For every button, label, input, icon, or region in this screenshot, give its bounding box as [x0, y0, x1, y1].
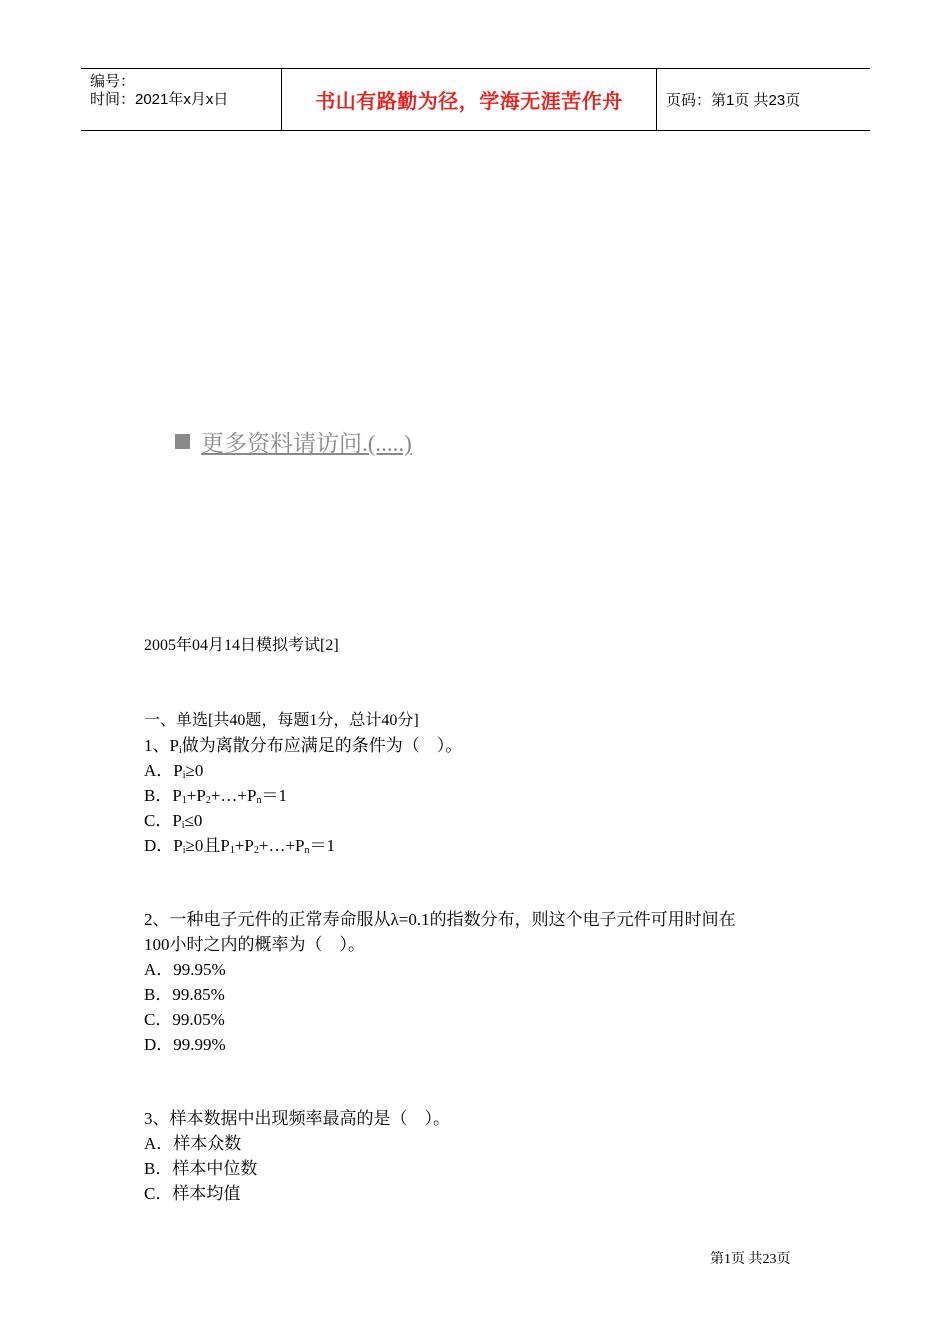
question-1-stem: 1、$P_i$做为离散分布应满足的条件为（ ）。: [144, 736, 463, 756]
number-label: 编号：: [90, 73, 136, 90]
question-2-stem-line-1: 2、一种电子元件的正常寿命服从λ=0.1的指数分布，则这个电子元件可用时间在: [144, 910, 736, 929]
section-heading: 一、单选[共40题，每题1分，总计40分]: [144, 712, 419, 729]
question-2-option-c: C．99.05%: [144, 1010, 225, 1029]
header-motto: 书山有路勤为径，学海无涯苦作舟: [315, 89, 623, 113]
page-header: [81, 68, 870, 131]
question-1-option-b: B．$P_1+P_2+\dots+P_n=1$: [144, 786, 287, 806]
question-2-option-a: A．99.95%: [144, 960, 226, 979]
header-left-cell: [81, 69, 281, 130]
header-page-info: 页码：第1页 共23页: [666, 92, 801, 109]
question-3-option-c: C．样本均值: [144, 1184, 241, 1203]
question-3-stem: 3、样本数据中出现频率最高的是（ ）。: [144, 1109, 450, 1128]
more-resources-link[interactable]: 更多资料请访问.(.....): [201, 431, 412, 456]
question-1-option-a: A．$P_i\ge 0$: [144, 761, 204, 781]
question-2-option-b: B．99.85%: [144, 985, 225, 1004]
header-right-cell: [656, 69, 870, 130]
header-center-cell: [281, 69, 657, 130]
more-resources: [175, 425, 412, 458]
footer-page-info: 第1页 共23页: [710, 1252, 791, 1267]
question-1-option-c: C．$P_i\le 0$: [144, 811, 203, 831]
question-1-option-d: D．$P_i\ge 0$且$P_1+P_2+\dots+P_n=1$: [144, 836, 335, 856]
question-2-option-d: D．99.99%: [144, 1035, 226, 1054]
time-label: 时间：2021年x月x日: [90, 91, 229, 108]
exam-title: 2005年04月14日模拟考试[2]: [144, 637, 339, 654]
question-2-stem-line-2: 100小时之内的概率为（ ）。: [144, 935, 365, 954]
square-bullet-icon: [175, 434, 190, 449]
question-3-option-a: A．样本众数: [144, 1134, 242, 1153]
question-3-option-b: B．样本中位数: [144, 1159, 258, 1178]
